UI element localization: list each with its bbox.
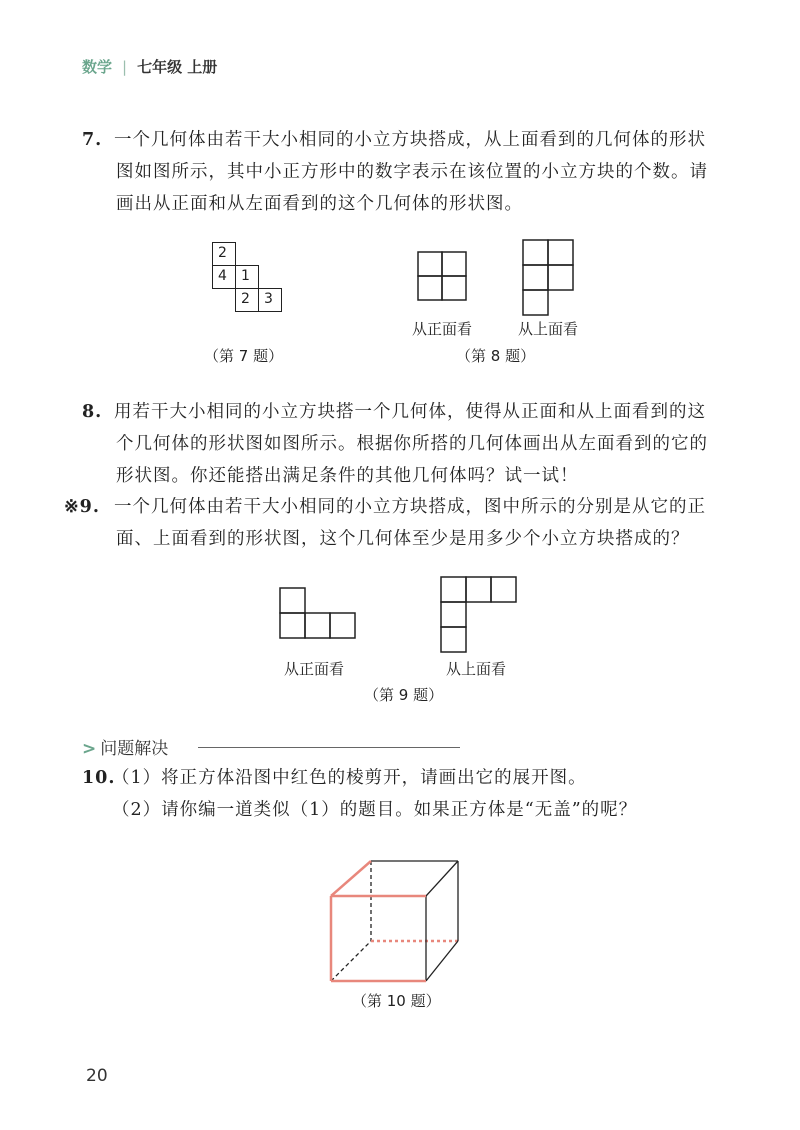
page-number: 20 — [86, 1066, 108, 1086]
problem-8-line2: 个几何体的形状图如图所示。根据你所搭的几何体画出从左面看到的它的 — [116, 434, 708, 454]
figure-8-top-label: 从上面看 — [518, 320, 579, 338]
problem-10-line2: （2）请你编一道类似（1）的题目。如果正方体是“无盖”的呢？ — [112, 800, 638, 820]
page-header — [82, 56, 217, 77]
grid-cell: 1 — [235, 265, 259, 289]
problem-10 — [82, 762, 732, 826]
figure-7-caption: （第 7 题） — [204, 347, 284, 365]
problem-10-line1: （1）将正方体沿图中红色的棱剪开，请画出它的展开图。 — [112, 768, 587, 788]
figure-8-caption: （第 8 题） — [456, 347, 536, 365]
section-divider — [198, 747, 460, 748]
figure-9-caption: （第 9 题） — [364, 686, 444, 704]
problem-10-number: 10. — [82, 768, 116, 788]
header-separator: | — [122, 58, 128, 76]
chevron-right-icon: > — [82, 739, 97, 759]
figure-8-top-view — [523, 240, 575, 316]
problem-7-line2: 图如图所示，其中小正方形中的数字表示在该位置的小立方块的个数。请 — [116, 162, 708, 182]
section-title: 问题解决 — [100, 739, 169, 759]
grid-cell: 4 — [212, 265, 236, 289]
figure-9-front-view — [280, 588, 356, 640]
figure-9-top-view — [441, 577, 517, 653]
problem-8-line3: 形状图。你还能搭出满足条件的其他几何体吗？试一试！ — [116, 466, 579, 486]
problem-7-number: 7. — [82, 130, 103, 150]
grid-cell: 3 — [258, 288, 282, 312]
section-heading — [82, 734, 168, 759]
subject-label: 数学 — [82, 58, 113, 76]
grid-cell: 2 — [212, 242, 236, 266]
figure-10-caption: （第 10 题） — [352, 992, 441, 1010]
figure-8-front-label: 从正面看 — [412, 320, 473, 338]
figure-9-front-label: 从正面看 — [284, 660, 345, 678]
problem-8 — [82, 396, 732, 492]
problem-8-number: 8. — [82, 402, 103, 422]
figure-10-cube — [326, 855, 466, 985]
problem-9 — [64, 491, 734, 555]
problem-8-line1: 用若干大小相同的小立方块搭一个几何体，使得从正面和从上面看到的这 — [114, 402, 706, 422]
figure-8-front-view — [418, 252, 468, 302]
figure-9-top-label: 从上面看 — [446, 660, 507, 678]
problem-9-number: ※9. — [64, 497, 100, 517]
grade-label: 七年级 上册 — [137, 58, 218, 76]
problem-9-line2: 面、上面看到的形状图，这个几何体至少是用多少个小立方块搭成的？ — [116, 529, 690, 549]
problem-7-line3: 画出从正面和从左面看到的这个几何体的形状图。 — [116, 194, 523, 214]
grid-cell: 2 — [235, 288, 259, 312]
problem-7-line1: 一个几何体由若干大小相同的小立方块搭成，从上面看到的几何体的形状 — [114, 130, 706, 150]
problem-7 — [82, 124, 732, 220]
problem-9-line1: 一个几何体由若干大小相同的小立方块搭成，图中所示的分别是从它的正 — [114, 497, 706, 517]
